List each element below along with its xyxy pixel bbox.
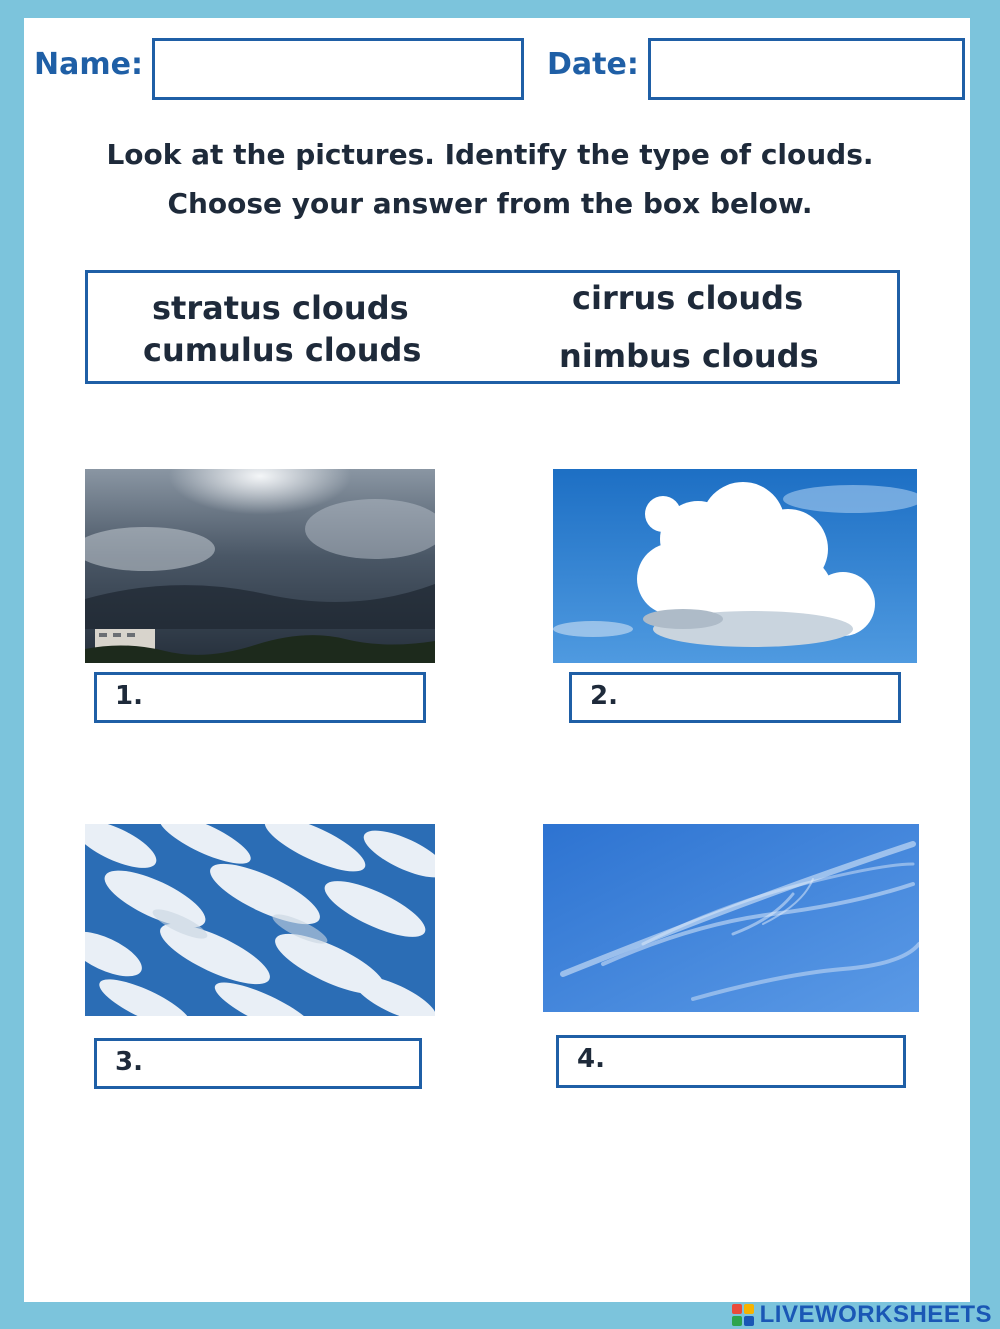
word-cirrus: cirrus clouds — [572, 279, 804, 317]
question-number-4: 4. — [577, 1044, 605, 1074]
answer-field-4[interactable] — [556, 1035, 906, 1088]
question-number-1: 1. — [115, 681, 143, 711]
answer-field-3[interactable] — [94, 1038, 422, 1089]
frame-top — [0, 0, 1000, 18]
date-label: Date: — [547, 47, 639, 82]
question-number-3: 3. — [115, 1047, 143, 1077]
photo-stratus-clouds — [85, 824, 435, 1016]
name-field[interactable] — [152, 38, 524, 100]
liveworksheets-logo — [732, 1303, 992, 1327]
word-bank — [85, 270, 900, 384]
word-cumulus: cumulus clouds — [143, 331, 422, 369]
name-label: Name: — [34, 47, 143, 82]
question-number-2: 2. — [590, 681, 618, 711]
answer-field-1[interactable] — [94, 672, 426, 723]
instruction-line-2: Choose your answer from the box below. — [167, 187, 813, 220]
date-field[interactable] — [648, 38, 965, 100]
word-nimbus: nimbus clouds — [559, 337, 819, 375]
instruction-line-1: Look at the pictures. Identify the type of clouds. — [106, 138, 874, 171]
word-stratus: stratus clouds — [152, 289, 409, 327]
photo-cumulus-clouds — [553, 469, 917, 663]
logo-text: LIVEWORKSHEETS — [759, 1301, 992, 1328]
frame-right — [970, 0, 1000, 1329]
logo-icon — [732, 1304, 756, 1326]
frame-left — [0, 0, 24, 1329]
answer-field-2[interactable] — [569, 672, 901, 723]
photo-nimbus-clouds — [85, 469, 435, 663]
photo-cirrus-clouds — [543, 824, 919, 1012]
